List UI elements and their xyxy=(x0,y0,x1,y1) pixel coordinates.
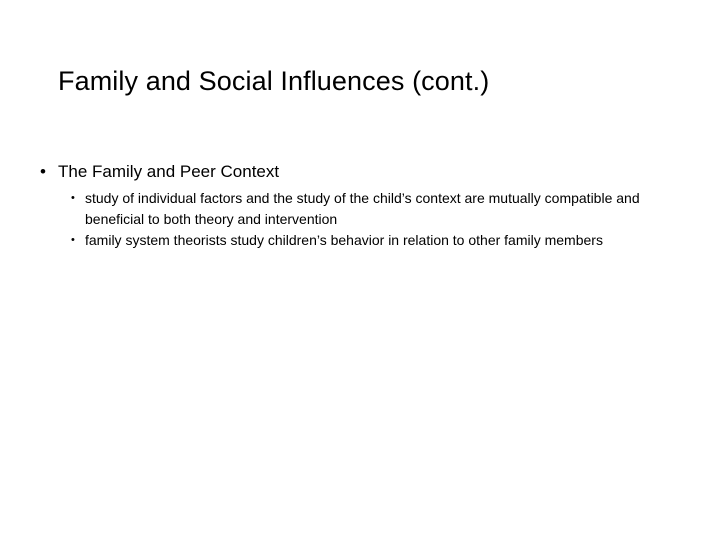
sub-bullet-marker: • xyxy=(71,192,75,204)
bullet-text: The Family and Peer Context xyxy=(58,162,280,181)
sub-bullet-text: family system theorists study children’s behavior in relation to other family members xyxy=(85,232,603,248)
sub-bullet-list xyxy=(36,188,676,251)
bullet-marker: • xyxy=(40,162,46,181)
slide-content xyxy=(36,160,676,251)
slide-title: Family and Social Influences (cont.) xyxy=(58,66,490,96)
sub-bullet-text: study of individual factors and the study of the child’s context are mutually compatible and beneficial to both theory and intervention xyxy=(85,190,640,227)
bullet-level-1 xyxy=(36,160,676,184)
sub-bullet-marker: • xyxy=(71,234,75,246)
sub-bullet-item xyxy=(71,230,640,251)
sub-bullet-item xyxy=(71,188,640,230)
